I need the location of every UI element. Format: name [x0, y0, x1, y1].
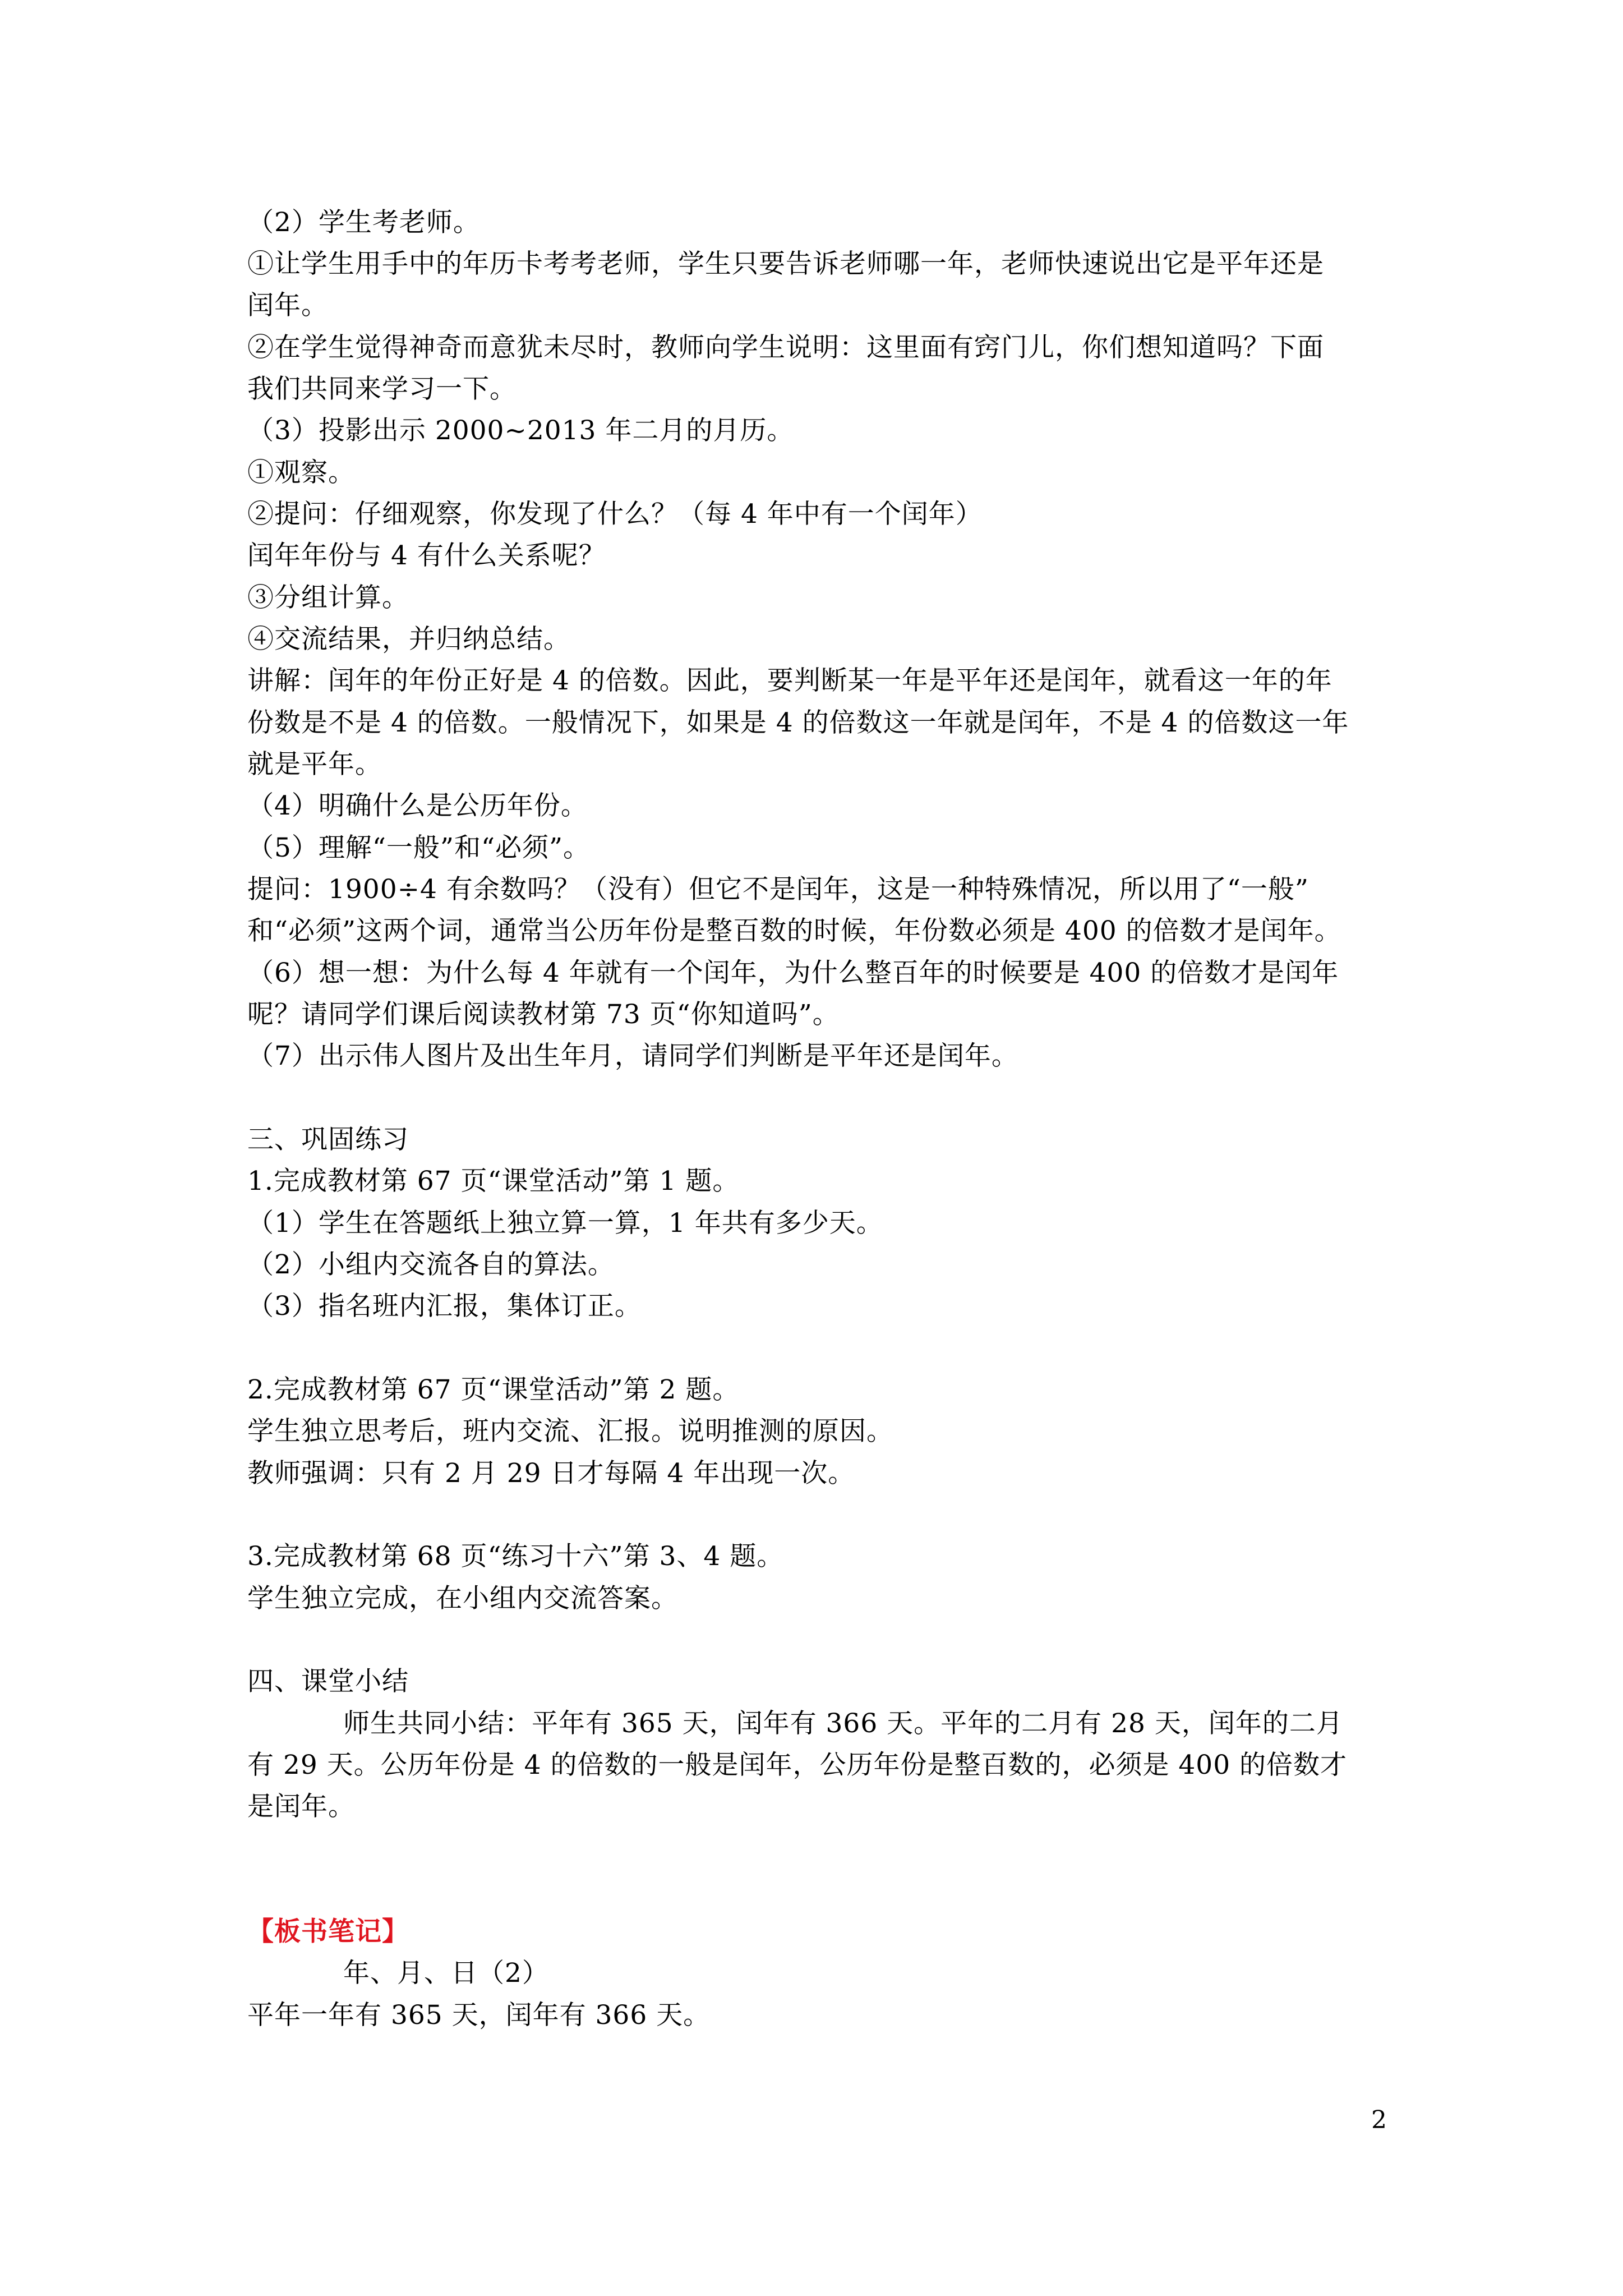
text-line: （6）想一想：为什么每 4 年就有一个闰年，为什么整百年的时候要是 400 的倍数才是闰年 — [247, 958, 1339, 988]
text-line: （3）投影出示 2000~2013 年二月的月历。 — [247, 415, 794, 446]
text-line: （3）指名班内汇报，集体订正。 — [247, 1291, 642, 1322]
text-line: 教师强调：只有 2 月 29 日才每隔 4 年出现一次。 — [247, 1458, 855, 1489]
text-line: 闰年。 — [247, 290, 328, 321]
text-line: 就是平年。 — [247, 749, 382, 780]
text-line: 提问：1900÷4 有余数吗？（没有）但它不是闰年，这是一种特殊情况，所以用了“一般” — [247, 874, 1309, 905]
text-line: ②提问：仔细观察，你发现了什么？（每 4 年中有一个闰年） — [247, 499, 983, 530]
text-line: ②在学生觉得神奇而意犹未尽时，教师向学生说明：这里面有窍门儿，你们想知道吗？下面 — [247, 332, 1324, 363]
text-line: 我们共同来学习一下。 — [247, 374, 517, 404]
text-line: 1.完成教材第 67 页“课堂活动”第 1 题。 — [247, 1166, 740, 1197]
text-line: 学生独立思考后，班内交流、汇报。说明推测的原因。 — [247, 1416, 893, 1447]
text-line: （4）明确什么是公历年份。 — [247, 790, 588, 821]
board-notes-title: 年、月、日（2） — [343, 1958, 549, 1989]
text-line: 和“必须”这两个词，通常当公历年份是整百数的时候，年份数必须是 400 的倍数才是闰年。 — [247, 915, 1341, 946]
section-heading: 四、课堂小结 — [247, 1666, 409, 1697]
text-line: 2.完成教材第 67 页“课堂活动”第 2 题。 — [247, 1374, 740, 1405]
text-line: （2）小组内交流各自的算法。 — [247, 1249, 615, 1280]
text-line: 闰年年份与 4 有什么关系呢？ — [247, 540, 606, 571]
text-line: （2）学生考老师。 — [247, 207, 480, 238]
text-line: （5）理解“一般”和“必须”。 — [247, 832, 591, 863]
text-line: （1）学生在答题纸上独立算一算，1 年共有多少天。 — [247, 1208, 883, 1239]
text-line: 是闰年。 — [247, 1791, 355, 1822]
board-notes-label: 【板书笔记】 — [247, 1916, 409, 1947]
text-line: ④交流结果，并归纳总结。 — [247, 624, 570, 655]
section-heading: 三、巩固练习 — [247, 1124, 409, 1155]
board-notes-line: 平年一年有 365 天，闰年有 366 天。 — [247, 2000, 711, 2031]
text-line: 份数是不是 4 的倍数。一般情况下，如果是 4 的倍数这一年就是闰年，不是 4 的倍数这一年 — [247, 707, 1349, 738]
text-line: 师生共同小结：平年有 365 天，闰年有 366 天。平年的二月有 28 天，闰年的二月 — [343, 1708, 1343, 1739]
text-line: （7）出示伟人图片及出生年月，请同学们判断是平年还是闰年。 — [247, 1041, 1018, 1071]
text-line: ①观察。 — [247, 457, 355, 488]
text-line: ③分组计算。 — [247, 582, 409, 613]
text-line: 有 29 天。公历年份是 4 的倍数的一般是闰年，公历年份是整百数的，必须是 400 的倍数才 — [247, 1750, 1348, 1780]
text-line: 讲解：闰年的年份正好是 4 的倍数。因此，要判断某一年是平年还是闰年，就看这一年的年 — [247, 665, 1332, 696]
text-line: 学生独立完成，在小组内交流答案。 — [247, 1583, 678, 1614]
page-number: 2 — [1371, 2106, 1387, 2134]
text-line: 3.完成教材第 68 页“练习十六”第 3、4 题。 — [247, 1541, 784, 1572]
text-line: 呢？请同学们课后阅读教材第 73 页“你知道吗”。 — [247, 999, 840, 1030]
text-line: ①让学生用手中的年历卡考考老师，学生只要告诉老师哪一年，老师快速说出它是平年还是 — [247, 249, 1324, 279]
